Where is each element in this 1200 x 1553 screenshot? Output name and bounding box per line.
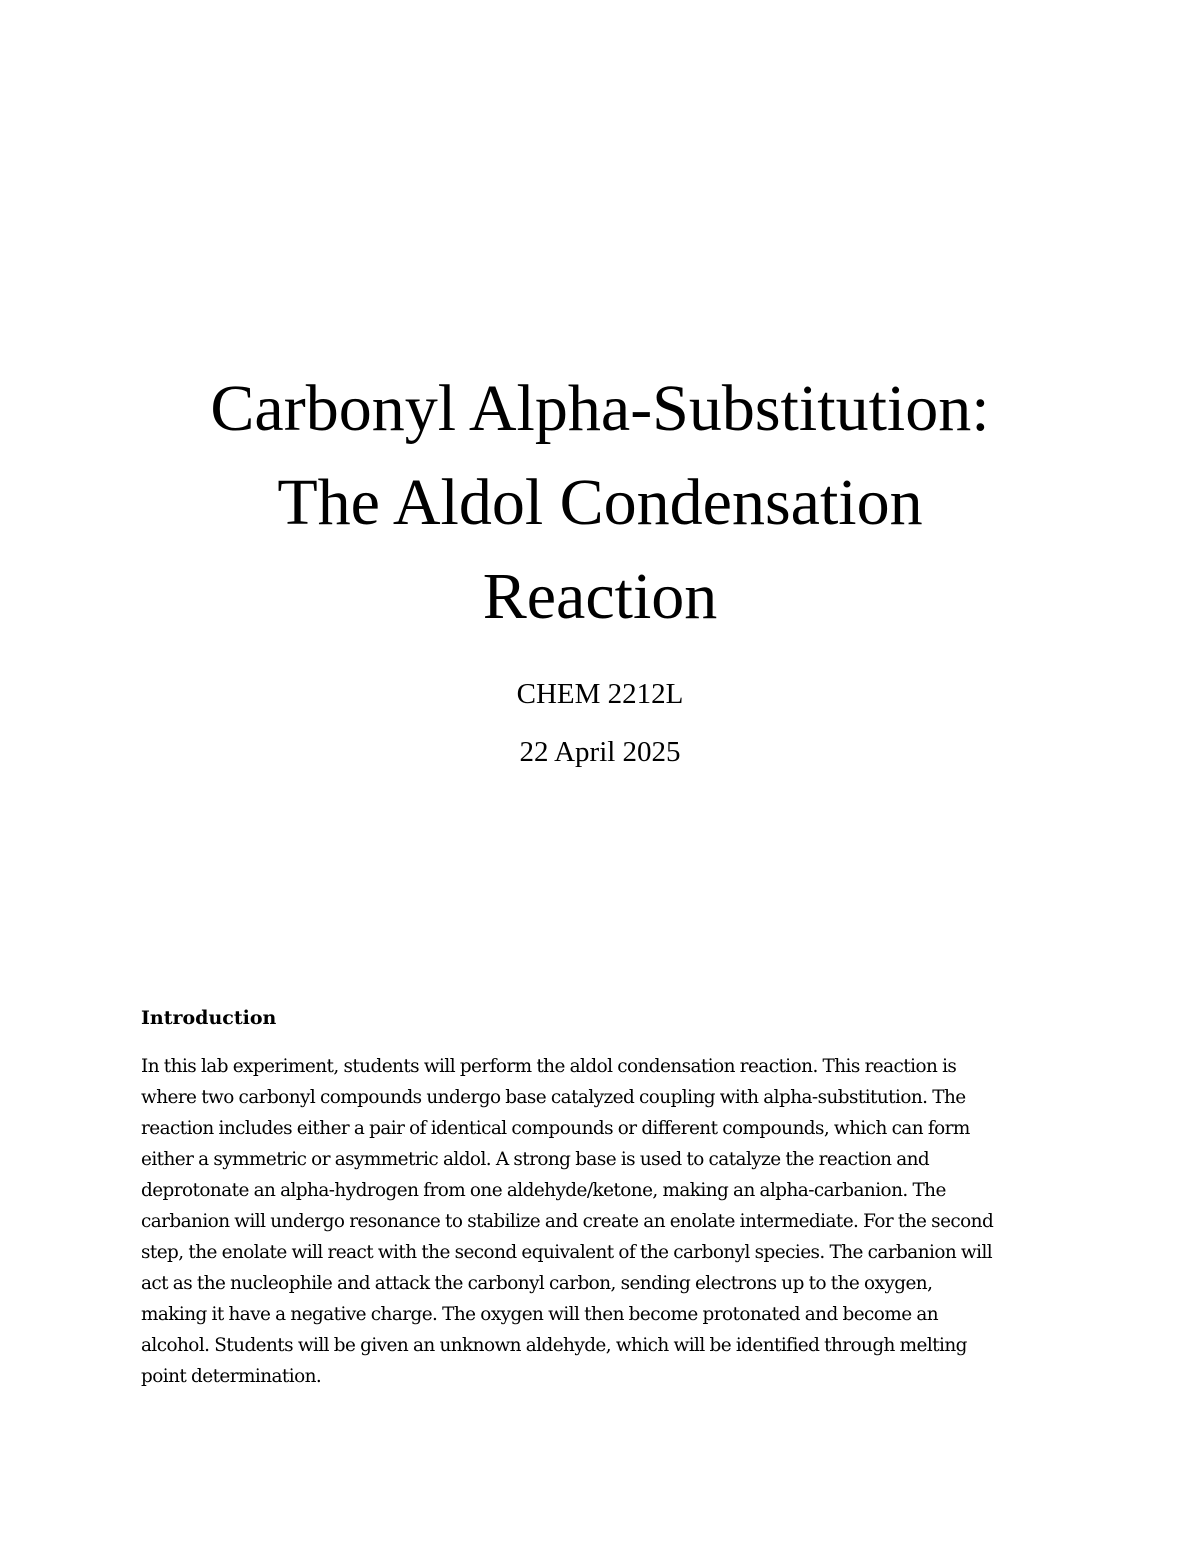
section-heading: Introduction bbox=[141, 1007, 277, 1029]
paragraph-line: where two carbonyl compounds undergo base catalyzed coupling with alpha-substitution. The bbox=[141, 1087, 966, 1108]
title-line: Carbonyl Alpha-Substitution: bbox=[210, 372, 990, 445]
paragraph-line: In this lab experiment, students will perform the aldol condensation reaction. This reaction is bbox=[141, 1056, 957, 1077]
paragraph-line: either a symmetric or asymmetric aldol. A strong base is used to catalyze the reaction and bbox=[141, 1149, 930, 1170]
introduction-section bbox=[141, 1003, 1071, 1392]
paragraph-line: reaction includes either a pair of identical compounds or different compounds, which can form bbox=[141, 1118, 970, 1139]
paragraph-line: act as the nucleophile and attack the carbonyl carbon, sending electrons up to the oxygen, bbox=[141, 1273, 933, 1294]
introduction-paragraph bbox=[141, 1051, 1071, 1392]
paragraph-line: carbanion will undergo resonance to stabilize and create an enolate intermediate. For the second bbox=[141, 1211, 994, 1232]
title-page-block bbox=[0, 362, 1200, 768]
paragraph-line: making it have a negative charge. The oxygen will then become protonated and become an bbox=[141, 1304, 939, 1325]
paragraph-line: step, the enolate will react with the second equivalent of the carbonyl species. The carbanion will bbox=[141, 1242, 993, 1263]
paragraph-line: alcohol. Students will be given an unknown aldehyde, which will be identified through melting bbox=[141, 1335, 967, 1356]
title-line: The Aldol Condensation bbox=[277, 466, 923, 539]
document-date: 22 April 2025 bbox=[519, 736, 681, 768]
paragraph-line: deprotonate an alpha-hydrogen from one aldehyde/ketone, making an alpha-carbanion. The bbox=[141, 1180, 946, 1201]
course-code: CHEM 2212L bbox=[516, 678, 684, 710]
document-title bbox=[0, 362, 1200, 644]
title-line: Reaction bbox=[482, 560, 718, 633]
paragraph-line: point determination. bbox=[141, 1366, 322, 1387]
